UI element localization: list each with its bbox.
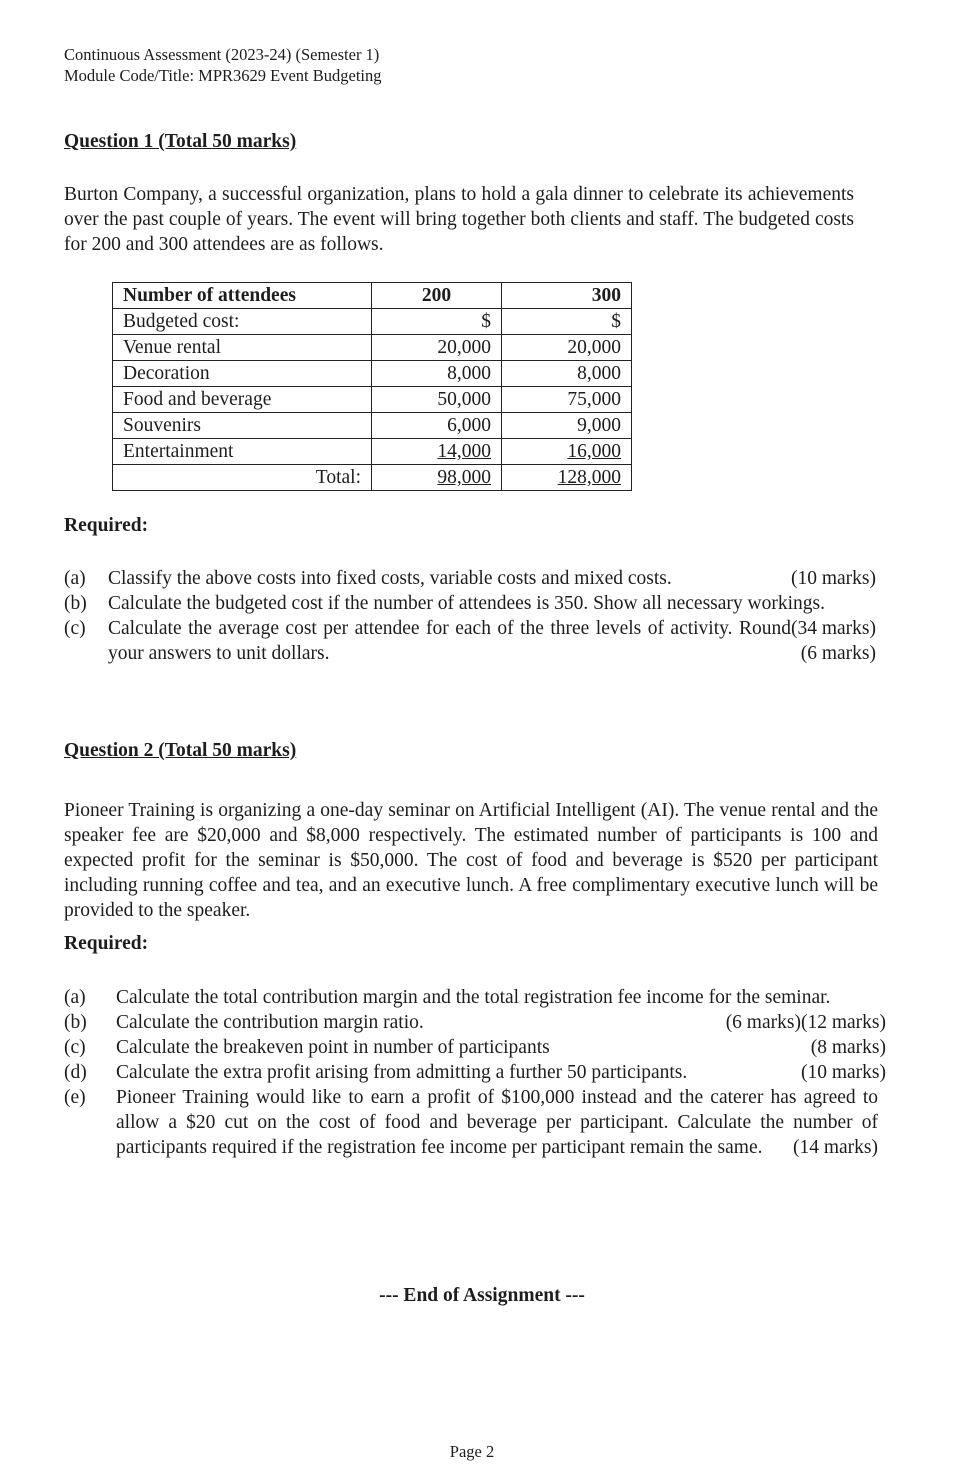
page-number: Page 2: [449, 1442, 495, 1461]
row-value-300: 8,000: [502, 361, 632, 387]
row-value-200: [372, 439, 502, 465]
item-label: (d): [64, 1062, 87, 1083]
row-value-300-text: 16,000: [567, 441, 621, 462]
item-marks: (8 marks): [810, 1037, 886, 1058]
subheader-label: Budgeted cost:: [113, 309, 372, 335]
item-text: Calculate the breakeven point in number of participants: [116, 1037, 550, 1058]
item-marks: (6 marks): [725, 1012, 801, 1033]
item-text: Calculate the contribution margin ratio.: [116, 1012, 424, 1033]
end-of-assignment: --- End of Assignment ---: [379, 1285, 585, 1306]
row-value-300: 75,000: [502, 387, 632, 413]
header-col-300: 300: [502, 283, 632, 309]
row-value-300: 20,000: [502, 335, 632, 361]
question-2-tasks: [64, 985, 886, 1160]
row-label: Decoration: [113, 361, 372, 387]
header-label: Number of attendees: [113, 283, 372, 309]
item-marks: (34 marks): [790, 618, 876, 639]
row-value-200: 6,000: [372, 413, 502, 439]
list-item: [64, 1060, 886, 1085]
item-label: (b): [64, 593, 87, 614]
item-text: Calculate the extra profit arising from admitting a further 50 participants.: [116, 1062, 688, 1083]
list-item: [64, 566, 876, 591]
table-row: [113, 309, 632, 335]
budget-table: [112, 282, 632, 491]
item-marks: (6 marks): [800, 643, 876, 664]
item-body: [116, 1035, 886, 1060]
item-text: Calculate the average cost per attendee for each of the three levels of activity. Round your answers to unit dollars.: [108, 618, 791, 664]
row-value-200: 50,000: [372, 387, 502, 413]
item-text: Calculate the budgeted cost if the number of attendees is 350. Show all necessary workings.: [108, 593, 825, 614]
table-header-row: [113, 283, 632, 309]
total-300-text: 128,000: [557, 467, 621, 488]
row-label: Entertainment: [113, 439, 372, 465]
row-value-300: 9,000: [502, 413, 632, 439]
item-marks: (12 marks): [800, 1012, 886, 1033]
item-marks: (10 marks): [800, 1062, 886, 1083]
row-label: Souvenirs: [113, 413, 372, 439]
document-header: [64, 44, 382, 86]
item-body: [108, 591, 876, 639]
table-total-row: [113, 465, 632, 491]
table-row: [113, 387, 632, 413]
item-label: (a): [64, 987, 86, 1008]
item-label: (c): [64, 618, 86, 639]
question-1-required: Required:: [64, 515, 149, 536]
question-2-intro: Pioneer Training is organizing a one-day seminar on Artificial Intelligent (AI). The venue rental and the speaker fee are $20,000 and $8,000 respectively. The estimated number of participants is 100 and expected profit for the seminar is $50,000. The cost of food and beverage is $520 per participant including running coffee and tea, and an executive lunch. A free complimentary executive lunch will be provided to the speaker.: [64, 800, 878, 921]
currency-200: $: [372, 309, 502, 335]
question-1-title: Question 1 (Total 50 marks): [64, 131, 297, 152]
item-marks: (14 marks): [792, 1137, 878, 1158]
row-value-200: 20,000: [372, 335, 502, 361]
list-item: [64, 1085, 886, 1160]
header-col-200: 200: [372, 283, 502, 309]
total-label: Total:: [113, 465, 372, 491]
list-item: [64, 1035, 886, 1060]
row-label: Venue rental: [113, 335, 372, 361]
item-text: Pioneer Training would like to earn a profit of $100,000 instead and the caterer has agreed to allow a $20 cut on the cost of food and beverage per participant. Calculate the number of participants required if the registration fee income per participant remain the same.: [116, 1087, 878, 1158]
table-row: [113, 439, 632, 465]
item-text: Calculate the total contribution margin and the total registration fee income for the seminar.: [116, 987, 831, 1008]
table-row: [113, 361, 632, 387]
question-1-tasks: [64, 566, 876, 666]
item-body: [116, 1060, 886, 1085]
list-item: [64, 591, 876, 639]
item-label: (b): [64, 1012, 87, 1033]
row-value-300: [502, 439, 632, 465]
item-label: (c): [64, 1037, 86, 1058]
item-body: [116, 1010, 886, 1035]
header-line-2: Module Code/Title: MPR3629 Event Budgeting: [64, 66, 382, 85]
total-200: [372, 465, 502, 491]
item-body: [116, 1085, 878, 1160]
item-marks: (10 marks): [790, 568, 876, 589]
question-1-intro: Burton Company, a successful organization, plans to hold a gala dinner to celebrate its achievements over the past couple of years. The event will bring together both clients and staff. The budgeted costs for 200 and 300 attendees are as follows.: [64, 184, 854, 255]
question-2-title: Question 2 (Total 50 marks): [64, 740, 297, 761]
item-label: (e): [64, 1087, 86, 1108]
row-value-200-text: 14,000: [437, 441, 491, 462]
table-row: [113, 335, 632, 361]
item-text: Classify the above costs into fixed costs, variable costs and mixed costs.: [108, 568, 672, 589]
table-row: [113, 413, 632, 439]
item-body: [108, 566, 876, 591]
total-300: [502, 465, 632, 491]
list-item: [64, 1010, 886, 1035]
question-2-required: Required:: [64, 933, 149, 954]
item-label: (a): [64, 568, 86, 589]
currency-300: $: [502, 309, 632, 335]
total-200-text: 98,000: [437, 467, 491, 488]
row-label: Food and beverage: [113, 387, 372, 413]
item-body: [108, 616, 876, 666]
header-line-1: Continuous Assessment (2023-24) (Semester 1): [64, 45, 380, 64]
row-value-200: 8,000: [372, 361, 502, 387]
list-item: [64, 616, 876, 666]
